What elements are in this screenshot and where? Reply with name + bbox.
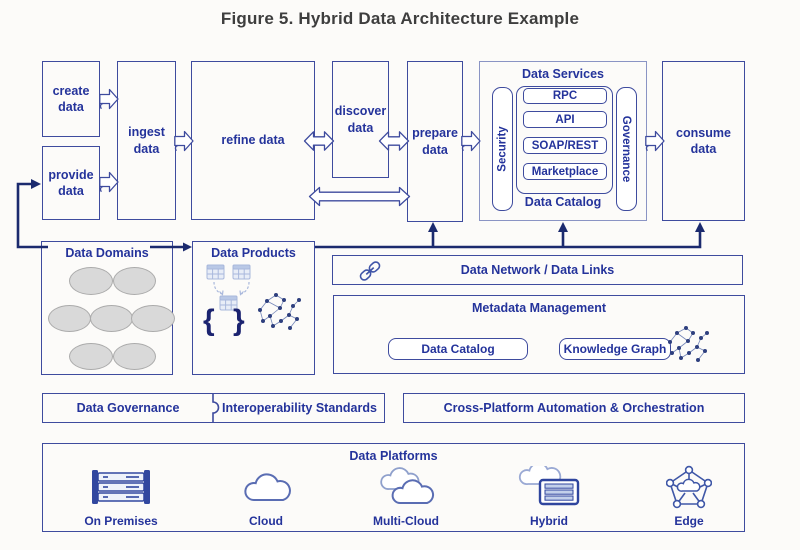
platform-label: Hybrid	[529, 514, 568, 528]
platform-multi-cloud	[341, 464, 471, 528]
platform-label: Cloud	[249, 514, 283, 528]
flow-arrow-icon	[174, 130, 194, 152]
flow-arrow-icon	[461, 130, 481, 152]
ingest-data-box	[117, 61, 176, 220]
edge-network-icon	[624, 464, 754, 510]
provide-data-box	[42, 146, 100, 220]
data-domains-title: Data Domains	[65, 246, 149, 260]
consume-data-label: consume data	[676, 125, 731, 156]
hybrid-cloud-server-icon	[484, 464, 614, 510]
platform-edge	[624, 464, 754, 528]
security-pill	[492, 87, 513, 211]
refine-data-box	[191, 61, 315, 220]
data-governance-label: Data Governance	[76, 401, 180, 415]
prepare-data-label: prepare data	[412, 126, 458, 157]
metadata-management-title: Metadata Management	[471, 301, 607, 315]
data-products-box	[192, 241, 315, 375]
platform-hybrid	[484, 464, 614, 528]
long-double-arrow-icon	[308, 186, 411, 207]
data-catalog-label: Data Catalog	[524, 195, 602, 209]
knowledge-graph-icon	[662, 322, 714, 370]
service-item-rpc: RPC	[523, 88, 607, 104]
discover-data-box	[332, 61, 389, 178]
create-data-box	[42, 61, 100, 137]
platform-cloud	[201, 464, 331, 528]
domain-ellipse	[113, 343, 156, 370]
domain-ellipse	[69, 267, 113, 295]
node-graph-icon	[253, 288, 309, 340]
governance-label: Governance	[620, 115, 633, 183]
create-data-label: create data	[52, 83, 90, 114]
data-services-box	[479, 61, 647, 221]
data-domains-box	[41, 241, 173, 375]
platform-label: Multi-Cloud	[373, 514, 439, 528]
multi-cloud-icon	[341, 464, 471, 510]
data-network-label: Data Network / Data Links	[460, 263, 615, 277]
flow-arrow-icon	[99, 88, 119, 110]
domain-ellipse	[131, 305, 175, 332]
figure-title: Figure 5. Hybrid Data Architecture Example	[220, 9, 580, 28]
consume-data-box	[662, 61, 745, 221]
data-network-bar	[332, 255, 743, 285]
governance-pill	[616, 87, 637, 211]
prepare-data-box	[407, 61, 463, 222]
double-arrow-icon	[378, 130, 410, 152]
data-platforms-title: Data Platforms	[349, 449, 438, 463]
service-item-marketplace: Marketplace	[523, 163, 607, 180]
provide-data-label: provide data	[48, 167, 94, 198]
puzzle-connector-icon	[207, 393, 221, 423]
data-services-title: Data Services	[521, 67, 604, 81]
domain-ellipse	[69, 343, 113, 370]
data-platforms-box	[42, 443, 745, 532]
discover-data-label: discover data	[334, 104, 387, 135]
refine-data-label: refine data	[221, 133, 285, 148]
ingest-data-label: ingest data	[128, 125, 165, 156]
platform-on-premises	[56, 464, 186, 528]
server-rack-icon	[56, 464, 186, 510]
domain-ellipse	[48, 305, 91, 332]
domain-ellipse	[113, 267, 156, 295]
service-item-api: API	[523, 111, 607, 128]
governance-interop-box	[42, 393, 385, 423]
data-products-title: Data Products	[211, 246, 296, 260]
double-arrow-icon	[303, 130, 335, 152]
cross-platform-box	[403, 393, 745, 423]
knowledge-graph-pill: Knowledge Graph	[559, 338, 671, 360]
flow-arrow-icon	[99, 171, 119, 193]
service-item-soap-rest: SOAP/REST	[523, 137, 607, 154]
curly-braces-icon: { }	[203, 304, 250, 337]
flow-arrow-icon	[645, 130, 665, 152]
cloud-icon	[201, 464, 331, 510]
interoperability-label: Interoperability Standards	[222, 401, 377, 415]
cross-platform-label: Cross-Platform Automation & Orchestration	[443, 401, 705, 415]
domain-ellipse	[90, 305, 133, 332]
security-label: Security	[496, 126, 509, 172]
platform-label: Edge	[674, 514, 704, 528]
platform-label: On Premises	[84, 514, 158, 528]
metadata-management-box	[333, 295, 745, 374]
metadata-data-catalog-pill: Data Catalog	[388, 338, 528, 360]
